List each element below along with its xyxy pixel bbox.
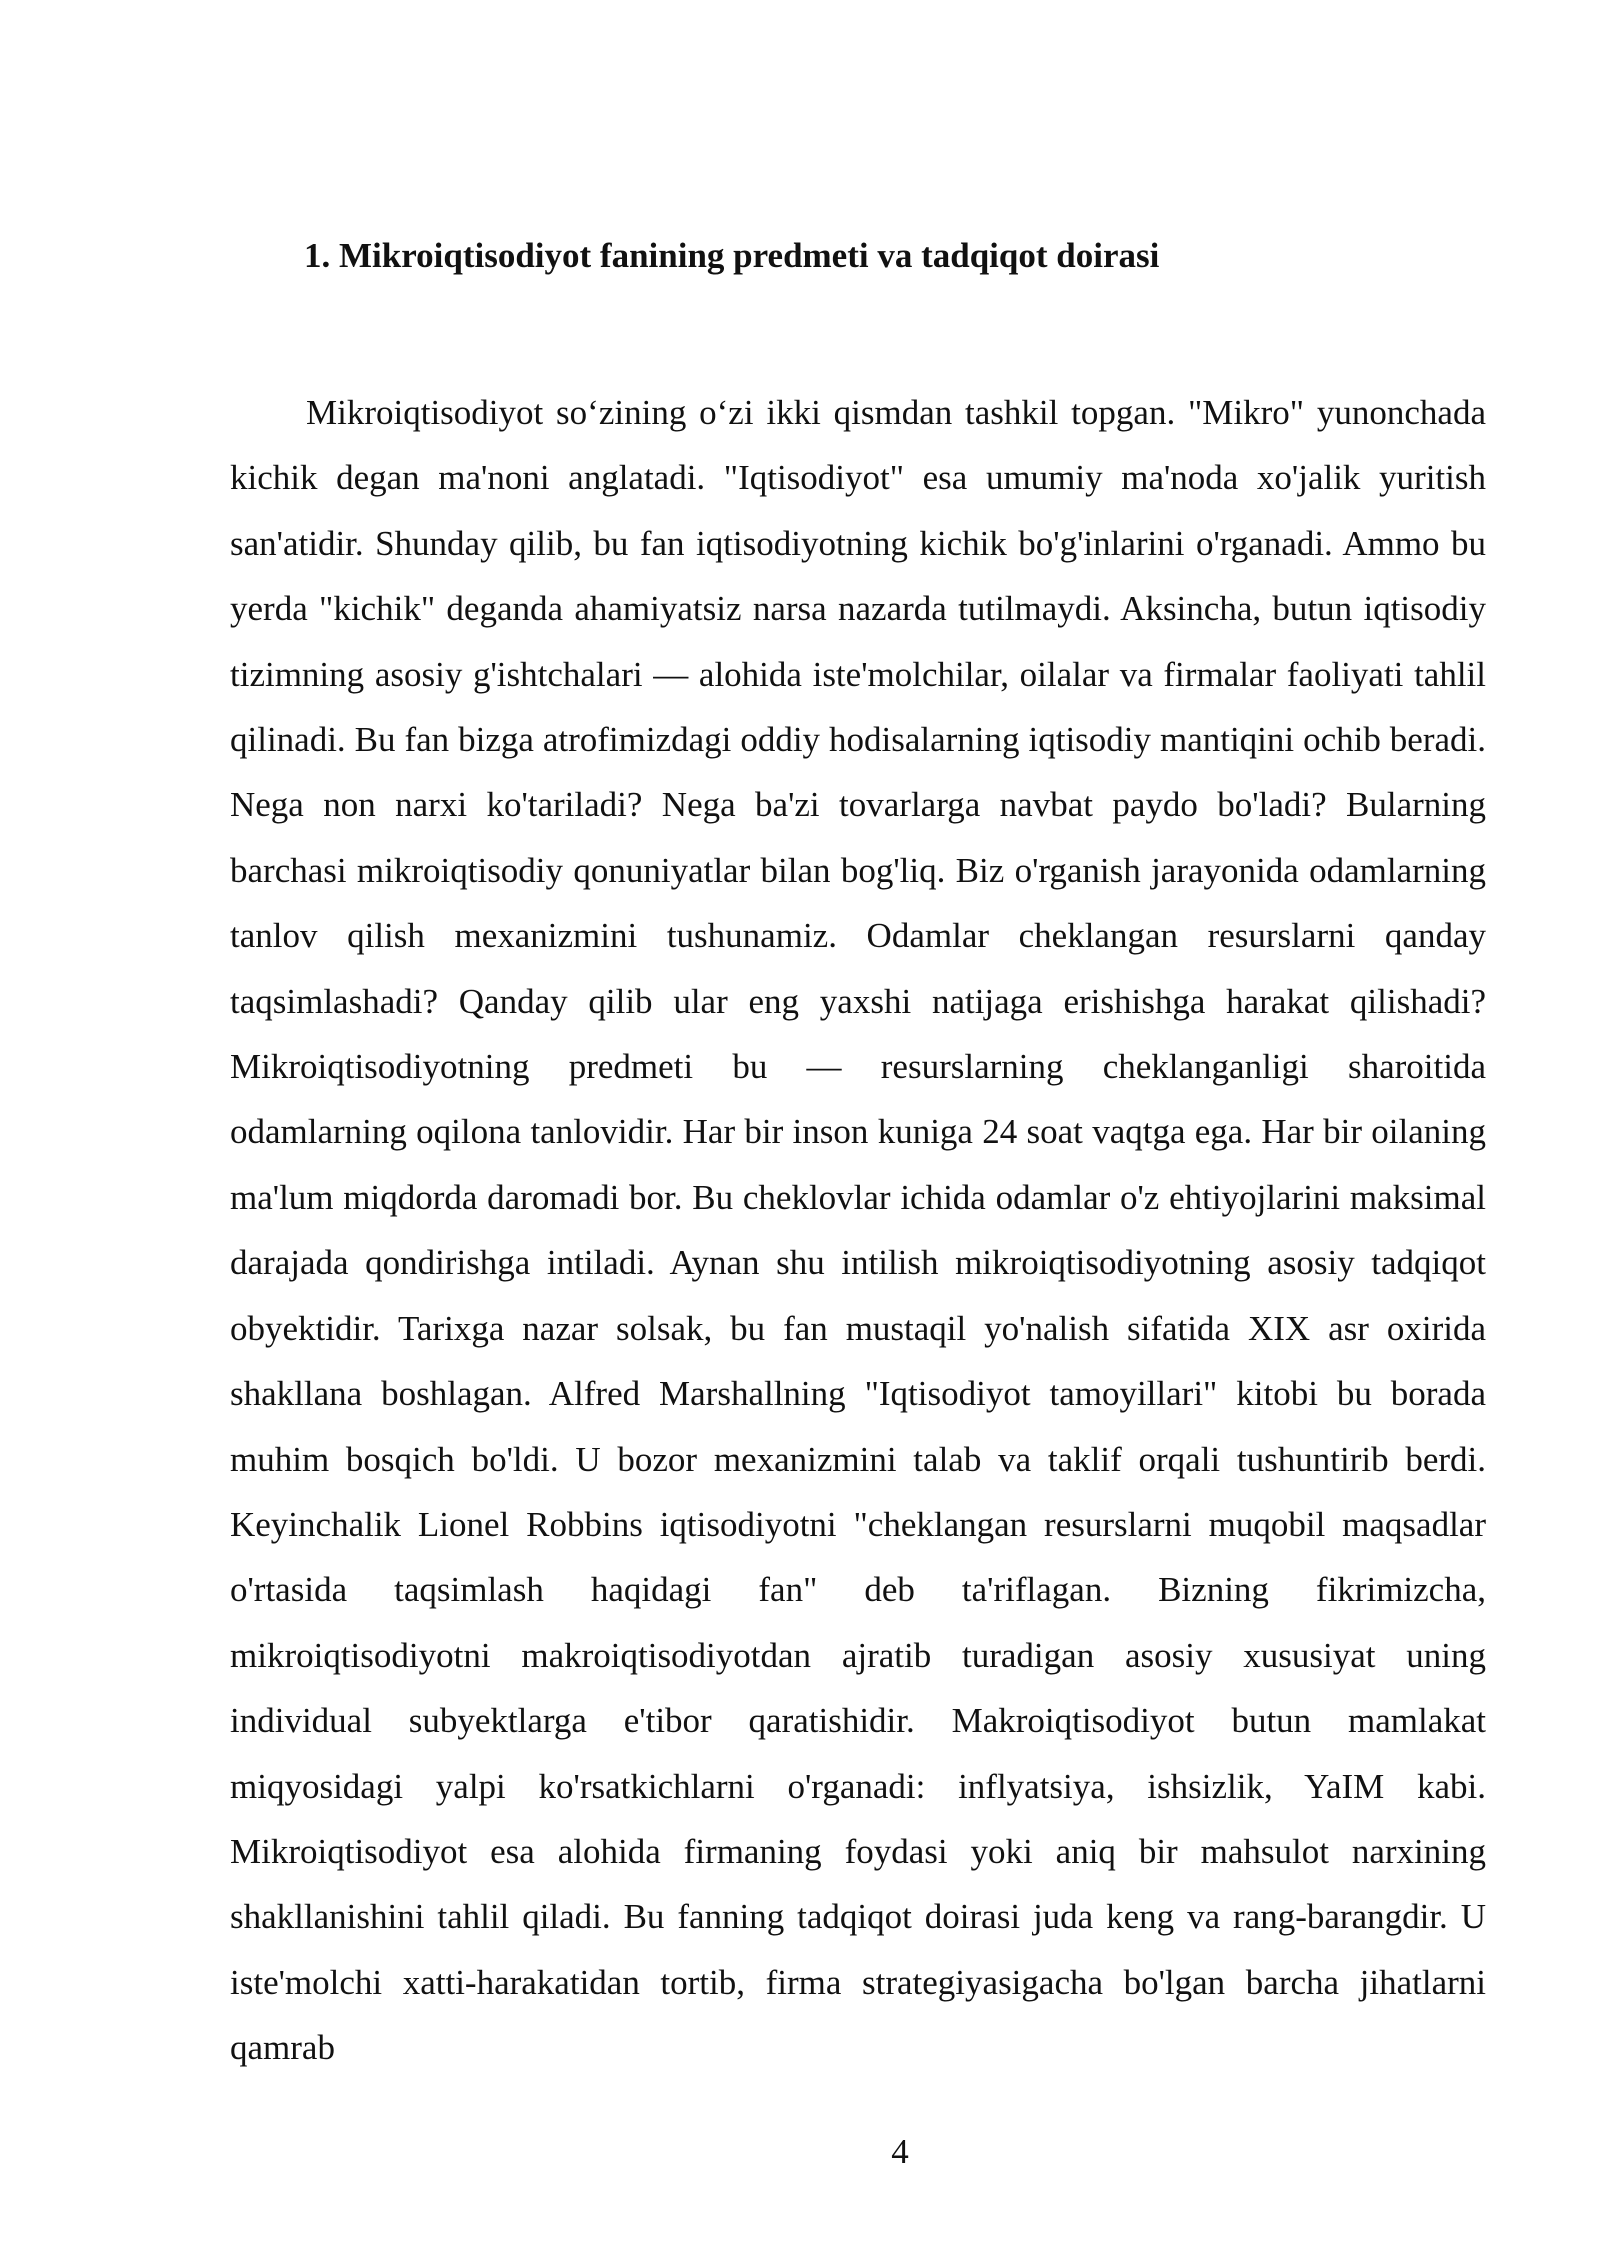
section-heading: 1. Mikroiqtisodiyot fanining predmeti va tadqiqot doirasi	[304, 236, 1160, 275]
body-paragraph: Mikroiqtisodiyot so‘zining o‘zi ikki qismdan tashkil topgan. "Mikro" yunonchada kichik degan ma'noni anglatadi. "Iqtisodiyot" esa umumiy ma'noda xo'jalik yuritish san'atidir. Shunday qilib, bu fan iqtisodiyotning kichik bo'g'inlarini o'rganadi. Ammo bu yerda "kichik" deganda ahamiyatsiz narsa nazarda tutilmaydi. Aksincha, butun iqtisodiy tizimning asosiy g'ishtchalari — alohida iste'molchilar, oilalar va firmalar faoliyati tahlil qilinadi. Bu fan bizga atrofimizdagi oddiy hodisalarning iqtisodiy mantiqini ochib beradi. Nega non narxi ko'tariladi? Nega ba'zi tovarlarga navbat paydo bo'ladi? Bularning barchasi mikroiqtisodiy qonuniyatlar bilan bog'liq. Biz o'rganish jarayonida odamlarning tanlov qilish mexanizmini tushunamiz. Odamlar cheklangan resurslarni qanday taqsimlashadi? Qanday qilib ular eng yaxshi natijaga erishishga harakat qilishadi? Mikroiqtisodiyotning predmeti bu — resurslarning cheklanganligi sharoitida odamlarning oqilona tanlovidir. Har bir inson kuniga 24 soat vaqtga ega. Har bir oilaning ma'lum miqdorda daromadi bor. Bu cheklovlar ichida odamlar o'z ehtiyojlarini maksimal darajada qondirishga intiladi. Aynan shu intilish mikroiqtisodiyotning asosiy tadqiqot obyektidir. Tarixga nazar solsak, bu fan mustaqil yo'nalish sifatida XIX asr oxirida shakllana boshlagan. Alfred Marshallning "Iqtisodiyot tamoyillari" kitobi bu borada muhim bosqich bo'ldi. U bozor mexanizmini talab va taklif orqali tushuntirib berdi. Keyinchalik Lionel Robbins iqtisodiyotni "cheklangan resurslarni muqobil maqsadlar o'rtasida taqsimlash haqidagi fan" deb ta'riflagan. Bizning fikrimizcha, mikroiqtisodiyotni makroiqtisodiyotdan ajratib turadigan asosiy xususiyat uning individual subyektlarga e'tibor qaratishidir. Makroiqtisodiyot butun mamlakat miqyosidagi yalpi ko'rsatkichlarni o'rganadi: inflyatsiya, ishsizlik, YaIM kabi. Mikroiqtisodiyot esa alohida firmaning foydasi yoki aniq bir mahsulot narxining shakllanishini tahlil qiladi. Bu fanning tadqiqot doirasi juda keng va rang-barangdir. U iste'molchi xatti-harakatidan tortib, firma strategiyasigacha bo'lgan barcha jihatlarni qamrab	[230, 393, 1486, 2068]
page-number: 4	[891, 2132, 909, 2171]
